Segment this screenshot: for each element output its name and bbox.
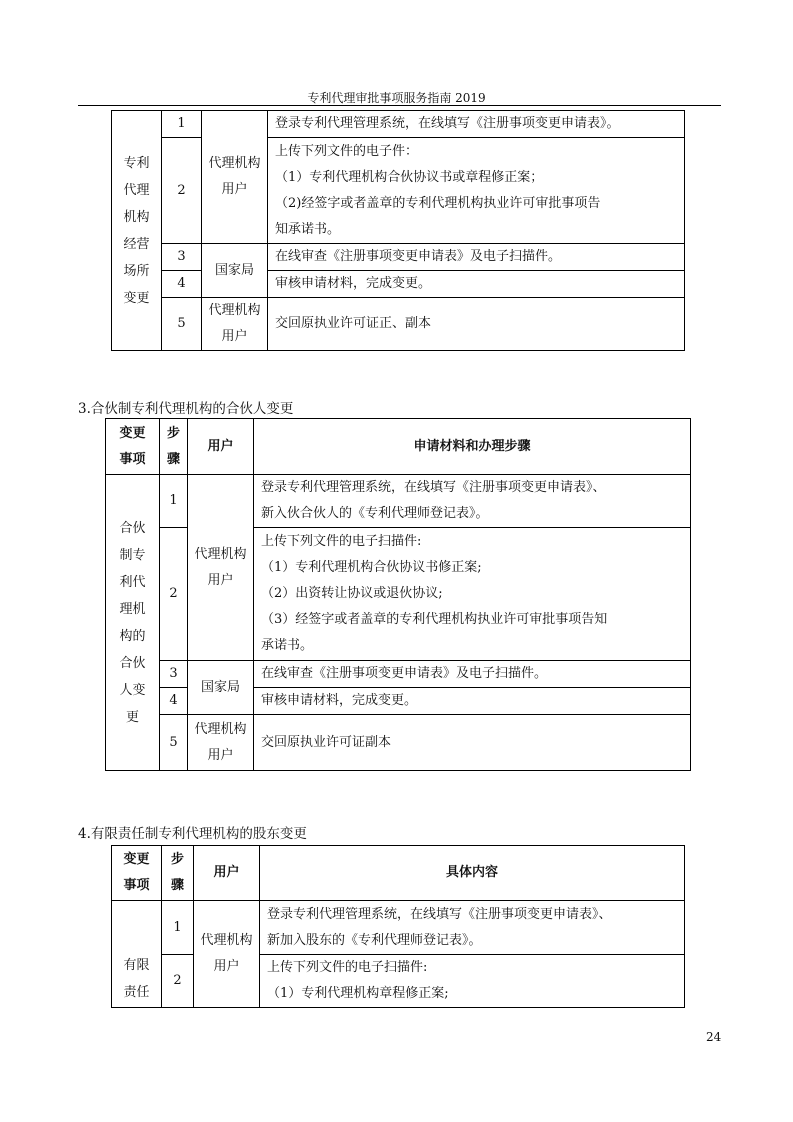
content-line: 交回原执业许可证正、副本 — [275, 316, 432, 331]
user-cell: 代理机构用户 — [194, 901, 260, 1008]
content-line: 承诺书。 — [261, 638, 314, 653]
step-cell: 1 — [162, 111, 202, 138]
user-cell: 代理机构用户 — [188, 715, 254, 771]
category-cell — [112, 111, 162, 351]
step-cell: 1 — [160, 475, 188, 528]
content-line: 上传下列文件的电子件： — [275, 143, 419, 159]
content-cell — [254, 528, 691, 661]
header-item: 变更事项 — [112, 846, 162, 901]
content-line: （1）专利代理机构章程修正案; — [267, 986, 449, 1001]
category-cell — [112, 901, 162, 1008]
content-cell — [268, 298, 685, 351]
header-content: 具体内容 — [260, 846, 685, 901]
user-cell: 代理机构用户 — [188, 475, 254, 661]
step-cell: 3 — [160, 661, 188, 688]
step-cell: 2 — [162, 955, 194, 1008]
step-cell: 4 — [160, 688, 188, 715]
content-cell — [268, 111, 685, 138]
step-cell: 4 — [162, 271, 202, 298]
table-shareholder-change — [111, 845, 685, 1008]
content-cell — [254, 688, 691, 715]
header-item: 变更事项 — [106, 419, 160, 475]
user-cell: 国家局 — [202, 244, 268, 298]
table-address-change — [111, 110, 685, 351]
step-cell: 1 — [162, 901, 194, 955]
content-line: 登录专利代理管理系统，在线填写《注册事项变更申请表》、 — [261, 480, 606, 495]
user-cell: 代理机构用户 — [202, 111, 268, 244]
content-cell — [268, 244, 685, 271]
category-text: 有限责任 — [123, 958, 150, 1000]
content-line: 上传下列文件的电子扫描件: — [267, 960, 428, 975]
content-line: 知承诺书。 — [275, 221, 341, 237]
content-cell — [268, 271, 685, 298]
user-cell: 国家局 — [188, 661, 254, 715]
content-line: （2)经签字或者盖章的专利代理机构执业许可审批事项告 — [275, 195, 601, 211]
step-cell: 5 — [162, 298, 202, 351]
content-cell — [268, 138, 685, 244]
step-cell: 5 — [160, 715, 188, 771]
step-cell: 3 — [162, 244, 202, 271]
content-cell — [254, 715, 691, 771]
content-line: 审核申请材料，完成变更。 — [275, 276, 432, 291]
content-line: 上传下列文件的电子扫描件: — [261, 534, 422, 549]
page-number: 24 — [706, 1030, 722, 1044]
step-cell: 2 — [160, 528, 188, 661]
content-line: 交回原执业许可证副本 — [261, 734, 392, 750]
content-line: 审核申请材料，完成变更。 — [261, 693, 418, 708]
step-cell: 2 — [162, 138, 202, 244]
content-line: （2）出资转让协议或退伙协议; — [261, 586, 443, 601]
section-heading: 3.合伙制专利代理机构的合伙人变更 — [78, 401, 294, 417]
table-partner-change — [105, 418, 691, 771]
header-content: 申请材料和办理步骤 — [254, 419, 691, 475]
header-step: 步骤 — [162, 846, 194, 901]
content-line: （1）专利代理机构合伙协议书或章程修正案； — [275, 169, 544, 185]
content-cell — [260, 901, 685, 955]
category-text: 专利代理机构经营场所变更 — [123, 155, 150, 306]
content-line: 在线审查《注册事项变更申请表》及电子扫描件。 — [261, 666, 548, 681]
content-line: （3）经签字或者盖章的专利代理机构执业许可审批事项告知 — [261, 612, 608, 627]
content-line: 新入伙合伙人的《专利代理师登记表》。 — [261, 506, 489, 521]
header-step: 步骤 — [160, 419, 188, 475]
content-cell — [254, 475, 691, 528]
category-text: 合伙制专利代理机构的合伙人变更 — [119, 520, 146, 725]
content-line: （1）专利代理机构合伙协议书修正案; — [261, 560, 482, 575]
user-cell: 代理机构用户 — [202, 298, 268, 351]
section-heading: 4.有限责任制专利代理机构的股东变更 — [78, 826, 307, 842]
page-header-title: 专利代理审批事项服务指南 2019 — [307, 91, 486, 105]
page-header-rule — [78, 105, 721, 106]
content-cell — [254, 661, 691, 688]
header-user: 用户 — [188, 419, 254, 475]
content-line: 在线审查《注册事项变更申请表》及电子扫描件。 — [275, 249, 562, 264]
content-line: 登录专利代理管理系统，在线填写《注册事项变更申请表》。 — [275, 116, 620, 131]
category-cell — [106, 475, 160, 771]
content-cell — [260, 955, 685, 1008]
content-line: 新加入股东的《专利代理师登记表》。 — [267, 932, 482, 948]
header-user: 用户 — [194, 846, 260, 901]
content-line: 登录专利代理管理系统，在线填写《注册事项变更申请表》、 — [267, 906, 612, 922]
